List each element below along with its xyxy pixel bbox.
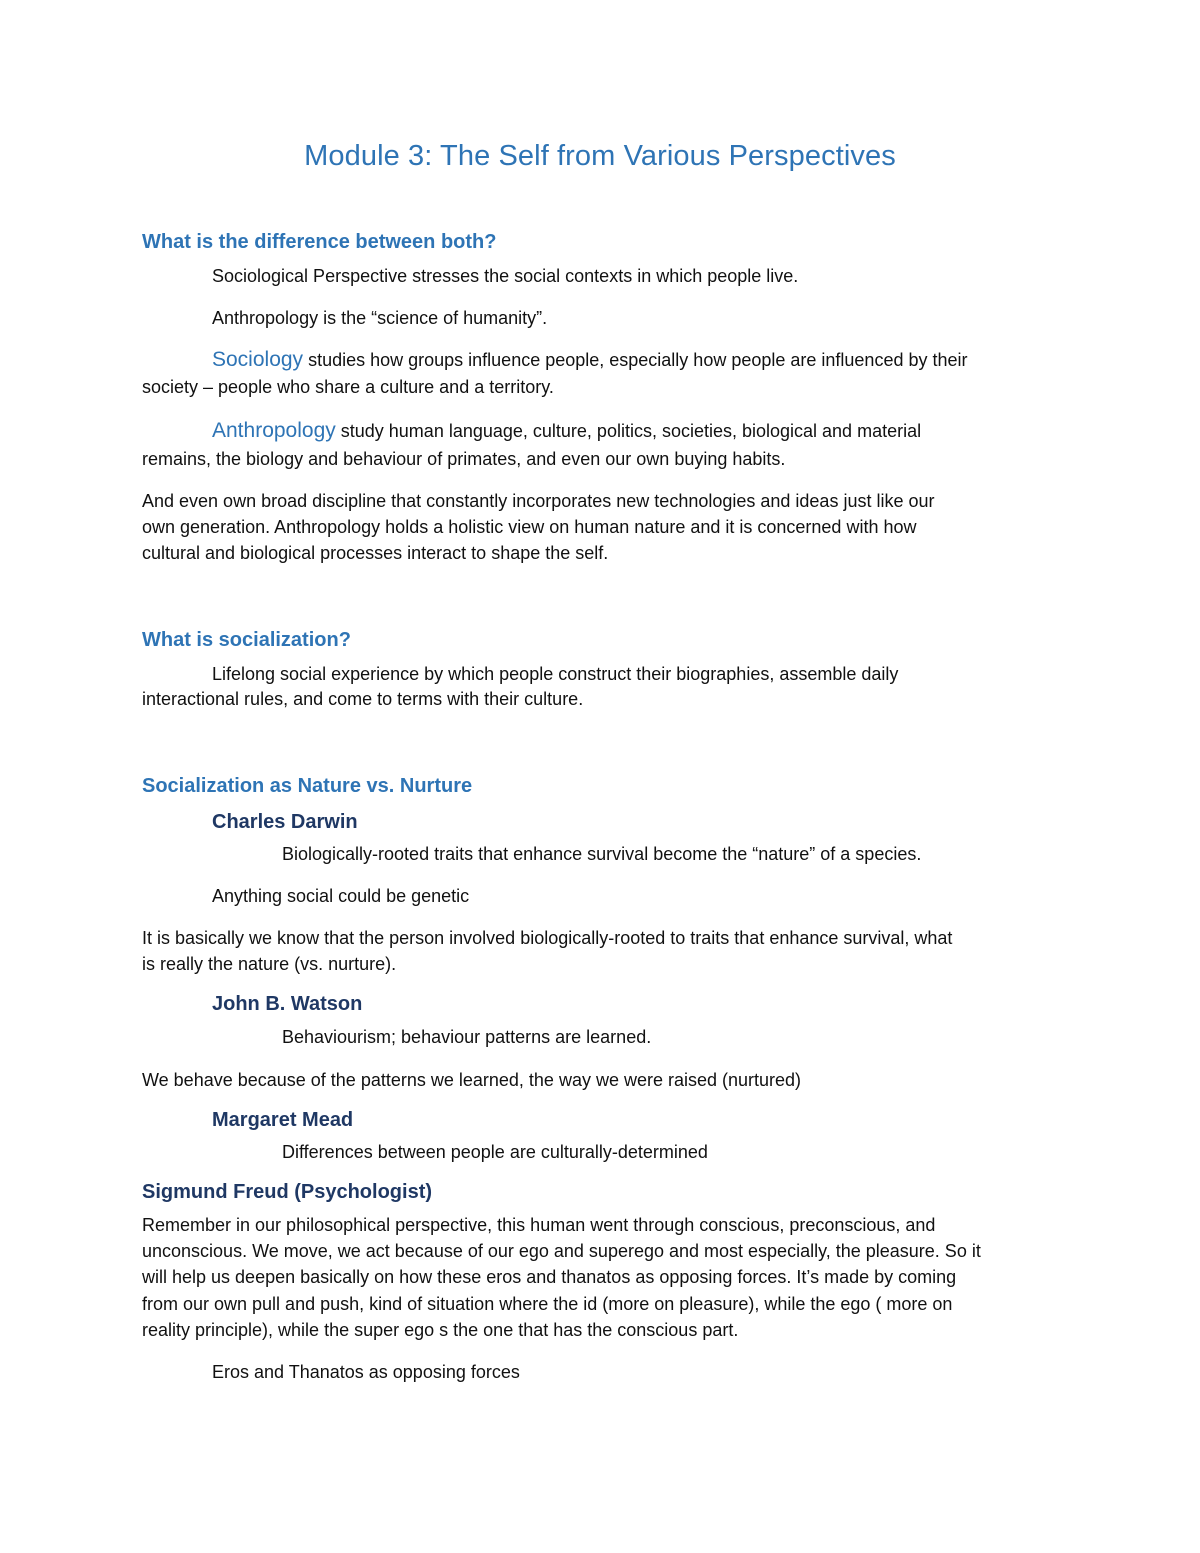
paragraph-mead-culture: Differences between people are culturally-determined	[282, 1142, 708, 1162]
paragraph-sociological-perspective: Sociological Perspective stresses the social contexts in which people live.	[212, 266, 799, 286]
term-anthropology: Anthropology	[212, 419, 336, 442]
paragraph-darwin-traits: Biologically-rooted traits that enhance survival become the “nature” of a species.	[282, 844, 922, 864]
paragraph-watson-explanation: We behave because of the patterns we learned, the way we were raised (nurtured)	[142, 1070, 802, 1090]
heading-margaret-mead: Margaret Mead	[212, 1109, 354, 1131]
paragraph-socialization-line-1: Lifelong social experience by which people construct their biographies, assemble daily	[212, 664, 899, 684]
paragraph-freud-line-2: unconscious. We move, we act because of our ego and superego and most especially, the pleasure. So it	[142, 1241, 981, 1261]
paragraph-broad-discipline-line-3: cultural and biological processes interact to shape the self.	[142, 543, 609, 563]
paragraph-sociology-line-1	[212, 347, 968, 373]
heading-nature-vs-nurture: Socialization as Nature vs. Nurture	[142, 775, 473, 797]
paragraph-darwin-social-genetic: Anything social could be genetic	[212, 886, 470, 906]
paragraph-darwin-explanation-line-2: is really the nature (vs. nurture).	[142, 954, 397, 974]
paragraph-freud-line-4: from our own pull and push, kind of situation where the id (more on pleasure), while the ego ( more on	[142, 1294, 953, 1314]
paragraph-broad-discipline-line-1: And even own broad discipline that constantly incorporates new technologies and ideas just like our	[142, 491, 935, 511]
paragraph-anthropology-line-1	[212, 418, 921, 444]
paragraph-eros-thanatos: Eros and Thanatos as opposing forces	[212, 1362, 520, 1382]
paragraph-freud-line-5: reality principle), while the super ego s the one that has the conscious part.	[142, 1320, 739, 1340]
heading-john-watson: John B. Watson	[212, 993, 363, 1015]
paragraph-socialization-line-2: interactional rules, and come to terms with their culture.	[142, 689, 584, 709]
heading-charles-darwin: Charles Darwin	[212, 811, 358, 833]
heading-socialization: What is socialization?	[142, 629, 351, 651]
sociology-text-1: studies how groups influence people, especially how people are influenced by their	[303, 350, 968, 370]
document-title: Module 3: The Self from Various Perspectives	[304, 140, 896, 172]
paragraph-broad-discipline-line-2: own generation. Anthropology holds a holistic view on human nature and it is concerned with how	[142, 517, 917, 537]
heading-sigmund-freud: Sigmund Freud (Psychologist)	[142, 1181, 433, 1203]
paragraph-anthropology-definition: Anthropology is the “science of humanity”.	[212, 308, 548, 328]
paragraph-watson-behaviourism: Behaviourism; behaviour patterns are learned.	[282, 1027, 652, 1047]
anthropology-text-1: study human language, culture, politics, societies, biological and material	[335, 421, 922, 441]
paragraph-darwin-explanation-line-1: It is basically we know that the person involved biologically-rooted to traits that enhance survival, what	[142, 928, 953, 948]
paragraph-freud-line-3: will help us deepen basically on how these eros and thanatos as opposing forces. It’s made by coming	[142, 1267, 957, 1287]
term-sociology: Sociology	[212, 348, 304, 371]
paragraph-anthropology-line-2: remains, the biology and behaviour of primates, and even our own buying habits.	[142, 449, 786, 469]
paragraph-freud-line-1: Remember in our philosophical perspective, this human went through conscious, preconscious, and	[142, 1215, 936, 1235]
heading-difference: What is the difference between both?	[142, 231, 497, 253]
paragraph-sociology-line-2: society – people who share a culture and a territory.	[142, 377, 554, 397]
